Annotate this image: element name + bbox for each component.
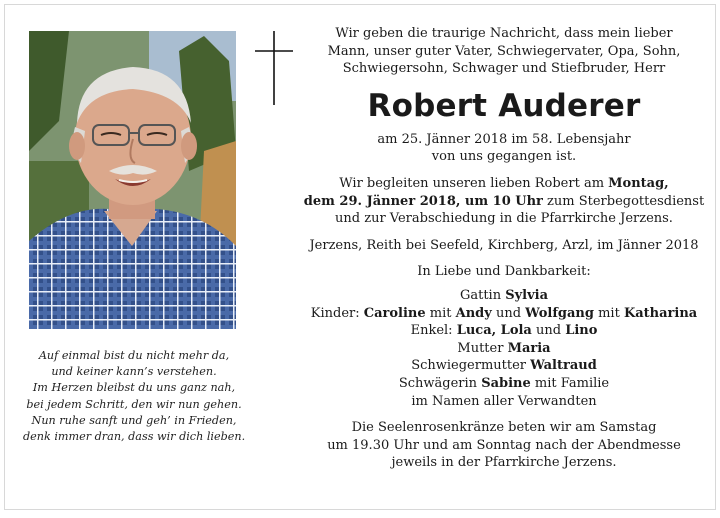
funeral-day: Montag, (608, 175, 669, 191)
family-children (295, 305, 713, 323)
intro-line: Mann, unser guter Vater, Schwiegervater, Opa, Sohn, (327, 43, 681, 59)
family-text: und (491, 305, 526, 321)
poem-line: und keiner kann’s verstehen. (51, 365, 217, 379)
cross-icon (255, 31, 293, 105)
family-text: und (531, 323, 566, 339)
family-label: Enkel: (410, 323, 457, 339)
poem-line: denk immer dran, dass wir dich lieben. (23, 430, 246, 444)
family-text: mit (425, 305, 456, 321)
family-name: Andy (455, 305, 492, 321)
poem-line: Auf einmal bist du nicht mehr da, (38, 349, 230, 362)
family-label: Mutter (457, 340, 508, 356)
family-name: Lino (565, 323, 598, 339)
family-name: Luca, Lola (456, 323, 532, 339)
announcement (295, 25, 713, 472)
portrait-illustration (29, 31, 236, 329)
family-name: Katharina (623, 305, 698, 321)
deceased-name: Robert Auderer (367, 87, 641, 124)
family-name: Sylvia (505, 287, 549, 303)
family-relatives: im Namen aller Verwandten (411, 393, 597, 409)
family-name: Caroline (363, 305, 426, 321)
poem (23, 348, 245, 445)
family-name: Waltraud (530, 358, 597, 374)
family-label: Schwiegermutter (411, 358, 531, 374)
family-label: Kinder: (310, 305, 364, 321)
poem-line: Nun ruhe sanft und geh’ in Frieden, (31, 413, 237, 427)
intro-line: Schwiegersohn, Schwager und Stiefbruder, Herr (342, 61, 666, 77)
poem-line: Im Herzen bleibst du uns ganz nah, (32, 381, 236, 395)
portrait-photo (29, 31, 236, 329)
funeral-line-3: und zur Verabschiedung in die Pfarrkirche Jerzens. (335, 211, 673, 227)
funeral-date-time: dem 29. Jänner 2018, um 10 Uhr (303, 193, 543, 209)
rosary-line: um 19.30 Uhr und am Sonntag nach der Abendmesse (327, 437, 681, 453)
family-mother (295, 340, 713, 358)
family-sister-in-law (295, 375, 713, 393)
intro-line: Wir geben die traurige Nachricht, dass mein lieber (335, 26, 673, 41)
family-mother-in-law (295, 357, 713, 375)
death-line: am 25. Jänner 2018 im 58. Lebensjahr (377, 131, 631, 147)
poem-line: bei jedem Schritt, den wir nun gehen. (26, 397, 242, 411)
rosary-line: Die Seelenrosenkränze beten wir am Samstag (351, 420, 657, 436)
family-label: Schwägerin (398, 375, 482, 391)
place-date: Jerzens, Reith bei Seefeld, Kirchberg, Arzl, im Jänner 2018 (309, 237, 699, 253)
family-text: mit Familie (530, 375, 610, 391)
family-label: Gattin (459, 287, 506, 303)
funeral-text: zum Sterbegottesdienst (542, 193, 705, 209)
rosary-line: jeweils in der Pfarrkirche Jerzens. (391, 455, 617, 471)
family-wife (295, 287, 713, 305)
obituary-notice (4, 4, 716, 510)
family-name: Maria (507, 340, 551, 356)
funeral-line-2 (295, 193, 713, 211)
family-text: mit (593, 305, 624, 321)
family-name: Sabine (481, 375, 531, 391)
funeral-text: Wir begleiten unseren lieben Robert am (339, 175, 609, 191)
funeral-line-1 (295, 175, 713, 193)
family-grandchildren (295, 322, 713, 340)
family-name: Wolfgang (525, 305, 594, 321)
death-line: von uns gegangen ist. (431, 149, 577, 165)
gratitude-line: In Liebe und Dankbarkeit: (417, 264, 591, 280)
